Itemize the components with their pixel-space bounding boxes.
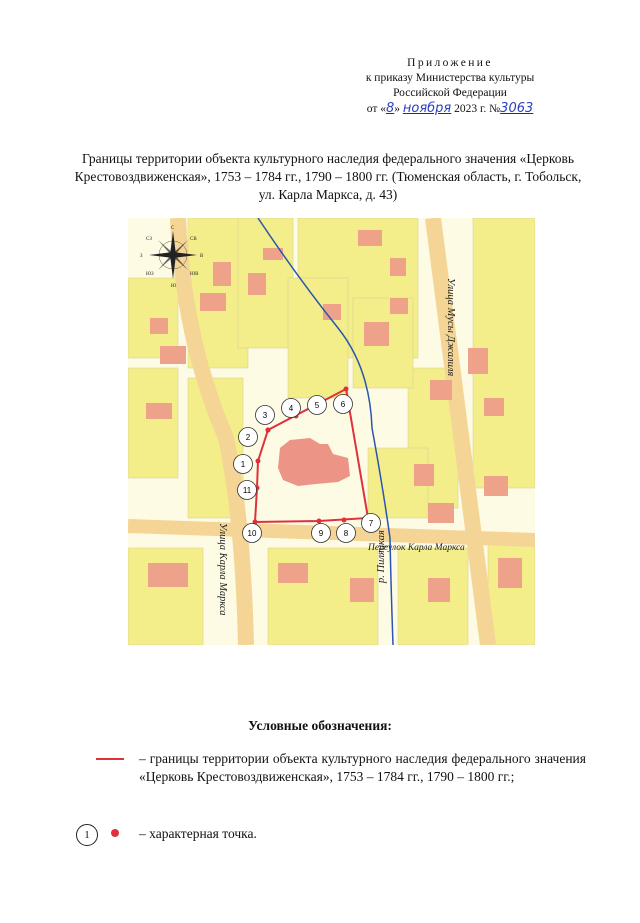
point-label-10: 10 <box>247 529 257 538</box>
point-label-4: 4 <box>288 404 294 413</box>
legend-point-number: 1 <box>76 824 98 846</box>
handwritten-number: 3063 <box>500 101 534 116</box>
order-line-2: Российской Федерации <box>393 87 507 99</box>
point-label-5: 5 <box>314 401 320 410</box>
point-dot-6 <box>344 387 349 392</box>
order-date-line <box>330 101 570 117</box>
handwritten-month: ноября <box>402 101 452 116</box>
street-label-musa-jalil: Улица Мусы Джалиля <box>445 278 456 377</box>
point-label-8: 8 <box>343 529 349 538</box>
point-label-6: 6 <box>340 400 346 409</box>
point-label-1: 1 <box>240 460 246 469</box>
point-dot-1 <box>256 459 261 464</box>
river-label: р. Пиляцкая <box>376 530 387 583</box>
point-label-7: 7 <box>368 519 374 528</box>
compass-s: Ю <box>171 284 177 289</box>
point-dot-9 <box>317 519 322 524</box>
point-dot-8 <box>342 518 347 523</box>
year-text: 2023 г. № <box>454 103 501 115</box>
compass-e: В <box>200 254 204 259</box>
compass-nw: СЗ <box>146 237 152 242</box>
legend-boundary-line-icon <box>96 758 124 760</box>
appendix-header <box>330 56 570 117</box>
legend-point-dot-icon <box>111 829 119 837</box>
compass-sw: ЮЗ <box>146 272 154 277</box>
legend-boundary-text: – границы территории объекта культурного наследия федерального значения «Церковь Крестовоздвиженская», 1753 – 1784 гг., 1790 – 1800 гг.; <box>139 751 586 784</box>
point-label-2: 2 <box>245 433 251 442</box>
territory-map <box>128 218 535 645</box>
legend-title: Условные обозначения: <box>248 718 392 733</box>
handwritten-day: 8 <box>385 101 395 116</box>
date-prefix: от « <box>366 103 386 115</box>
order-line-1: к приказу Министерства культуры <box>365 72 535 84</box>
street-label-pereulok: Переулок Карла Маркса <box>368 543 465 553</box>
compass-se: ЮВ <box>190 272 199 277</box>
point-label-9: 9 <box>318 529 324 538</box>
point-label-3: 3 <box>262 411 268 420</box>
legend-point-text: – характерная точка. <box>139 826 257 841</box>
date-mid: » <box>394 103 401 115</box>
point-label-11: 11 <box>242 486 252 495</box>
document-title: Границы территории объекта культурного наследия федерального значения «Церковь Крестовоздвиженская», 1753 – 1784 гг., 1790 – 1800 гг. (Тюменская область, г. Тобольск, ул. Карла Маркса, д. 43) <box>74 151 582 202</box>
compass-ne: СВ <box>190 237 197 242</box>
point-dot-3 <box>266 428 271 433</box>
appendix-label: Приложение <box>407 57 493 69</box>
compass-n: С <box>171 226 175 231</box>
street-label-karl-marx: Улица Карла Маркса <box>217 523 228 616</box>
compass-w: З <box>140 254 143 259</box>
